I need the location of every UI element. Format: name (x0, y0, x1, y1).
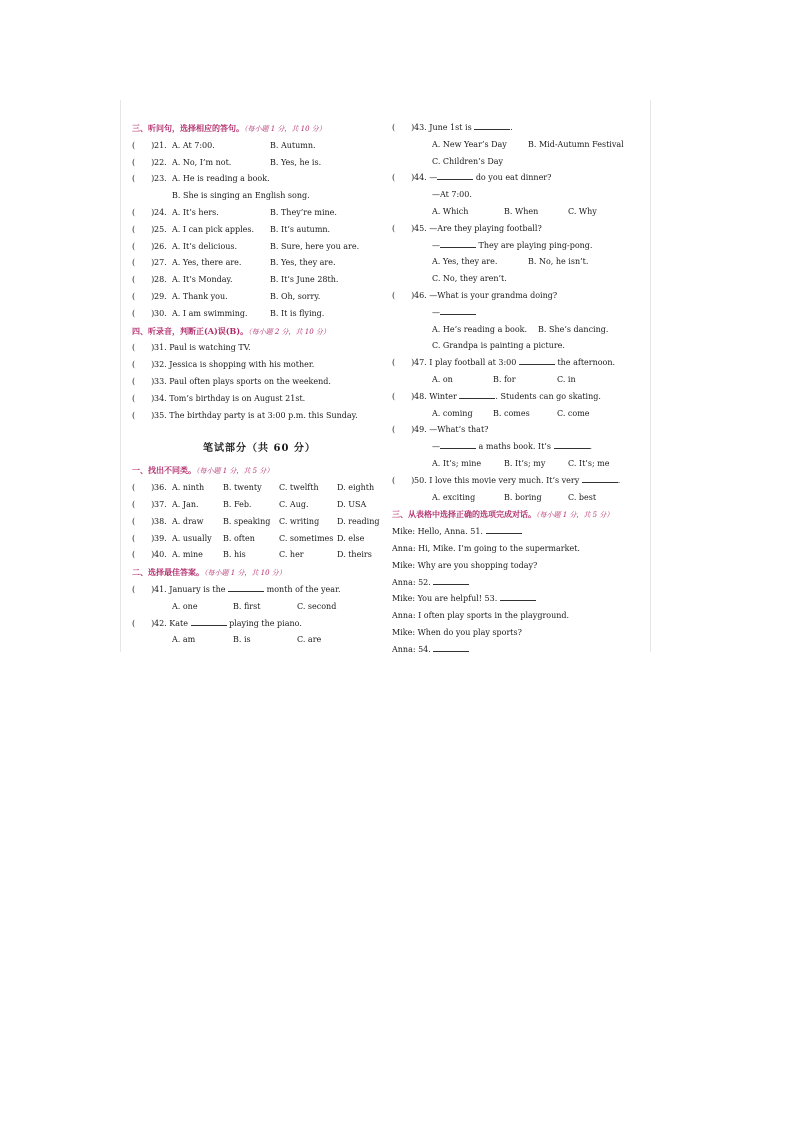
question-43-options-2 (392, 154, 650, 171)
section-title: 三、从表格中选择正确的选项完成对话。 (392, 509, 536, 520)
option-d: D. theirs (337, 550, 372, 560)
option-c: C. No, they aren’t. (432, 274, 507, 284)
option-b: B. It is flying. (270, 308, 325, 318)
reply-text (432, 305, 476, 322)
option-b: B. twenty (223, 483, 262, 493)
answer-paren[interactable]: ( ) (132, 584, 155, 594)
question-text (414, 389, 601, 406)
question-43 (392, 120, 650, 137)
fill-blank[interactable] (519, 356, 555, 365)
option-c: C. Why (568, 206, 597, 216)
option-c: C. Aug. (279, 499, 309, 509)
question-number: 37. (154, 499, 167, 509)
section-title: 三、听问句，选择相应的答句。 (132, 123, 244, 133)
dialogue-line (392, 524, 650, 541)
answer-paren[interactable]: ( ) (132, 618, 155, 628)
reply-text (432, 439, 592, 456)
question-50 (392, 473, 650, 490)
question-number: 29. (154, 291, 167, 301)
option-a: A. Yes, they are. (432, 257, 498, 267)
question-31 (132, 340, 387, 357)
answer-paren[interactable]: ( ) (392, 475, 415, 485)
dialogue-text: Mike: Hello, Anna. 51. (392, 527, 483, 537)
option-a: A. Thank you. (172, 291, 228, 301)
option-a: A. I can pick apples. (172, 224, 255, 234)
answer-paren[interactable]: ( ) (132, 499, 155, 509)
answer-paren[interactable]: ( ) (392, 173, 415, 183)
option-a: A. I am swimming. (172, 308, 248, 318)
question-number: 27. (154, 258, 167, 268)
dialogue (392, 524, 650, 658)
question-text: 34. Tom’s birthday is on August 21st. (154, 393, 306, 403)
option-c: C. in (557, 374, 576, 384)
answer-paren[interactable]: ( ) (132, 308, 155, 318)
option-c: C. come (557, 408, 590, 418)
option-b: B. It’s June 28th. (270, 275, 339, 285)
fill-blank[interactable] (437, 171, 473, 180)
answer-paren[interactable]: ( ) (392, 425, 415, 435)
option-c: C. writing (279, 516, 320, 526)
reply-text: —At 7:00. (432, 190, 472, 200)
question-27 (132, 255, 387, 272)
section-title: 二、选择最佳答案。 (132, 567, 204, 578)
answer-paren[interactable]: ( ) (392, 223, 415, 233)
question-40 (132, 547, 387, 564)
written-part-title: 笔试部分（共 60 分） (203, 443, 316, 455)
option-b: B. It’s; my (504, 458, 546, 468)
question-46 (392, 288, 650, 305)
question-49 (392, 422, 650, 439)
question-47 (392, 355, 650, 372)
option-b: B. first (233, 601, 261, 611)
dialogue-text: Mike: When do you play sports? (392, 627, 522, 637)
option-b: B. Sure, here you are. (270, 241, 360, 251)
dialogue-line (392, 591, 650, 608)
option-a: A. It’s hers. (172, 207, 219, 217)
option-d: D. USA (337, 499, 367, 509)
question-number: 22. (154, 157, 167, 167)
question-number: 40. (154, 550, 167, 560)
question-number: 21. (154, 140, 167, 150)
option-b: B. Yes, they are. (270, 258, 336, 268)
question-32 (132, 357, 387, 374)
question-text-end: . (510, 123, 513, 132)
answer-paren[interactable]: ( ) (132, 483, 155, 493)
answer-paren[interactable]: ( ) (132, 516, 155, 526)
dialogue-line (392, 642, 650, 659)
question-48-options (392, 406, 650, 423)
fill-blank[interactable] (433, 643, 469, 652)
question-text (414, 355, 615, 372)
question-number: 30. (154, 308, 167, 318)
option-b: B. is (233, 635, 251, 645)
question-text-end: the afternoon. (557, 358, 616, 368)
question-text: 49. —What’s that? (414, 425, 489, 435)
question-text: 46. —What is your grandma doing? (414, 290, 558, 300)
answer-paren[interactable]: ( ) (132, 533, 155, 543)
answer-paren[interactable]: ( ) (132, 343, 155, 353)
question-26 (132, 239, 387, 256)
option-c: C. her (279, 550, 304, 560)
question-text: 31. Paul is watching TV. (154, 343, 251, 353)
dialogue-line (392, 625, 650, 642)
answer-paren[interactable]: ( ) (392, 290, 415, 300)
question-23 (132, 171, 387, 188)
question-28 (132, 272, 387, 289)
reply-dash: — (432, 442, 440, 452)
option-d: D. reading (337, 516, 380, 526)
question-text-start: 47. I play football at 3:00 (414, 358, 517, 368)
fill-blank[interactable] (228, 583, 264, 592)
dialogue-text: Mike: Why are you shopping today? (392, 560, 538, 570)
option-c: C. Children’s Day (432, 156, 504, 166)
option-a: A. on (432, 374, 453, 384)
question-48 (392, 389, 650, 406)
option-c: C. second (297, 601, 337, 611)
option-d: D. eighth (337, 483, 375, 493)
question-text: 33. Paul often plays sports on the weekend. (154, 376, 331, 386)
option-a: A. am (172, 635, 196, 645)
question-text-end: . Students can go skating. (495, 391, 601, 401)
dialogue-text: Mike: You are helpful! 53. (392, 594, 498, 604)
dialogue-text: Anna: 52. (392, 577, 431, 587)
option-a: A. It’s Monday. (172, 275, 233, 285)
option-a: A. Yes, there are. (172, 258, 242, 268)
question-text-start: 41. January is the (154, 584, 226, 594)
dialogue-line (392, 558, 650, 575)
fill-blank[interactable] (440, 440, 476, 449)
question-36 (132, 480, 387, 497)
option-a: A. Which (432, 206, 469, 216)
question-45-options (392, 254, 650, 271)
question-number: 36. (154, 483, 167, 493)
option-a: A. mine (172, 550, 203, 560)
question-number: 25. (154, 224, 167, 234)
question-24 (132, 205, 387, 222)
question-text-start: 43. June 1st is (414, 123, 472, 132)
section-note: （每小题 2 分，共 10 分） (248, 327, 330, 336)
question-39 (132, 531, 387, 548)
answer-paren[interactable]: ( ) (132, 550, 155, 560)
question-text (414, 120, 513, 137)
option-a: A. At 7:00. (172, 140, 215, 150)
answer-paren[interactable]: ( ) (132, 140, 155, 150)
dialogue-line (392, 608, 650, 625)
fill-blank[interactable] (440, 306, 476, 315)
question-34 (132, 391, 387, 408)
question-45-reply (392, 238, 650, 255)
answer-paren[interactable]: ( ) (132, 241, 155, 251)
fill-blank[interactable] (191, 617, 227, 626)
answer-paren[interactable]: ( ) (132, 360, 155, 370)
fill-blank[interactable] (474, 121, 510, 130)
fill-blank[interactable] (582, 474, 618, 483)
question-42-options (132, 632, 387, 649)
option-a: A. It’s; mine (432, 458, 482, 468)
question-25 (132, 222, 387, 239)
question-number: 28. (154, 275, 167, 285)
question-44-reply (392, 187, 650, 204)
question-text-end: playing the piano. (229, 618, 302, 628)
question-text (414, 170, 551, 187)
right-column (392, 120, 650, 659)
written-section-3-heading (392, 506, 650, 524)
answer-paren[interactable]: ( ) (132, 275, 155, 285)
option-b: B. No, he isn’t. (528, 257, 589, 267)
section-note: （每小题 1 分，共 5 分） (536, 511, 614, 520)
question-46-options (392, 322, 650, 339)
option-b: B. his (223, 550, 246, 560)
answer-paren[interactable]: ( ) (132, 157, 155, 167)
option-a: A. He is reading a book. (172, 174, 270, 184)
reply-text-middle: a maths book. It’s (478, 442, 551, 452)
answer-paren[interactable]: ( ) (132, 376, 155, 386)
question-45 (392, 221, 650, 238)
option-b: B. She is singing an English song. (172, 191, 310, 201)
option-b: B. Feb. (223, 499, 252, 509)
question-44 (392, 170, 650, 187)
question-21 (132, 138, 387, 155)
fill-blank[interactable] (440, 239, 476, 248)
page-edge-left (120, 100, 121, 652)
option-b: B. Oh, sorry. (270, 291, 321, 301)
question-text-end: do you eat dinner? (475, 173, 552, 183)
question-text-end: . (617, 475, 621, 485)
question-30 (132, 306, 387, 323)
dialogue-text: Anna: Hi, Mike. I’m going to the supermarket. (392, 543, 580, 553)
left-column (132, 120, 387, 649)
question-text-start: 48. Winter (414, 391, 457, 401)
question-44-options (392, 204, 650, 221)
option-d: D. else (337, 533, 365, 543)
question-49-reply (392, 439, 650, 456)
question-42 (132, 616, 387, 633)
dialogue-text: Anna: I often play sports in the playground. (392, 611, 570, 621)
answer-paren[interactable]: ( ) (392, 391, 415, 401)
option-c: C. It’s; me (568, 458, 610, 468)
dialogue-text: Anna: 54. (392, 644, 431, 654)
option-a: A. exciting (432, 492, 476, 502)
option-a: A. New Year’s Day (432, 139, 507, 149)
fill-blank[interactable] (500, 592, 536, 601)
option-c: C. best (568, 492, 597, 502)
option-b: B. She’s dancing. (538, 324, 609, 334)
option-b: B. often (223, 533, 255, 543)
question-text: 35. The birthday party is at 3:00 p.m. this Sunday. (154, 410, 358, 420)
question-text-end: month of the year. (266, 584, 341, 594)
question-50-options (392, 490, 650, 507)
question-45-options-2 (392, 271, 650, 288)
page-edge-right (650, 100, 651, 652)
dialogue-line (392, 575, 650, 592)
question-47-options (392, 372, 650, 389)
answer-paren[interactable]: ( ) (132, 224, 155, 234)
question-35 (132, 408, 387, 425)
question-22 (132, 155, 387, 172)
answer-paren[interactable]: ( ) (132, 410, 155, 420)
option-a: A. ninth (172, 483, 205, 493)
question-33 (132, 374, 387, 391)
reply-text-end: They are playing ping-pong. (478, 240, 593, 250)
option-a: A. Jan. (172, 499, 199, 509)
written-section-2-heading (132, 564, 387, 582)
question-41 (132, 582, 387, 599)
question-38 (132, 514, 387, 531)
dialogue-line (392, 541, 650, 558)
fill-blank[interactable] (554, 440, 590, 449)
question-43-options (392, 137, 650, 154)
reply-text (432, 238, 592, 255)
question-49-options (392, 456, 650, 473)
option-b: B. Mid-Autumn Festival (528, 139, 624, 149)
question-text (154, 616, 302, 633)
section-note: （每小题 1 分，共 10 分） (244, 125, 326, 133)
section-note: （每小题 1 分，共 5 分） (196, 467, 274, 476)
section-title: 一、找出不同类。 (132, 465, 196, 476)
answer-paren[interactable]: ( ) (132, 393, 155, 403)
answer-paren[interactable]: ( ) (132, 207, 155, 217)
section-4-heading (132, 323, 387, 341)
question-41-options (132, 599, 387, 616)
option-a: A. No, I’m not. (172, 157, 232, 167)
spacer (132, 424, 387, 436)
question-text-start: 44. — (414, 173, 438, 183)
option-b: B. for (493, 374, 516, 384)
question-46-reply (392, 305, 650, 322)
option-c: C. Grandpa is painting a picture. (432, 341, 565, 351)
option-a: A. one (172, 601, 198, 611)
option-b: B. It’s autumn. (270, 224, 331, 234)
answer-paren[interactable]: ( ) (392, 358, 415, 368)
fill-blank[interactable] (486, 525, 522, 534)
question-number: 24. (154, 207, 167, 217)
option-a: A. coming (432, 408, 473, 418)
question-23-line-2 (132, 188, 387, 205)
option-b: B. comes (493, 408, 530, 418)
option-b: B. When (504, 206, 539, 216)
question-37 (132, 497, 387, 514)
question-text (154, 582, 341, 599)
section-3-heading (132, 120, 387, 138)
option-b: B. boring (504, 492, 542, 502)
section-note: （每小题 1 分，共 10 分） (204, 569, 286, 578)
question-29 (132, 289, 387, 306)
option-c: C. are (297, 635, 322, 645)
option-b: B. speaking (223, 516, 271, 526)
question-number: 38. (154, 516, 167, 526)
fill-blank[interactable] (433, 576, 469, 585)
question-text-start: 42. Kate (154, 618, 188, 628)
question-number: 26. (154, 241, 167, 251)
reply-dash: — (432, 307, 440, 317)
option-c: C. twelfth (279, 483, 319, 493)
option-a: A. draw (172, 516, 204, 526)
question-number: 23. (154, 174, 167, 184)
option-a: A. usually (172, 533, 212, 543)
answer-paren[interactable]: ( ) (132, 174, 155, 184)
fill-blank[interactable] (459, 390, 495, 399)
question-46-options-2 (392, 338, 650, 355)
written-section-1-heading (132, 462, 387, 480)
answer-paren[interactable]: ( ) (132, 291, 155, 301)
section-title: 四、听录音，判断正(A)误(B)。 (132, 325, 249, 336)
option-a: A. It’s delicious. (172, 241, 238, 251)
question-text: 32. Jessica is shopping with his mother. (154, 360, 315, 370)
question-number: 39. (154, 533, 167, 543)
answer-paren[interactable]: ( ) (392, 123, 415, 132)
question-text: 45. —Are they playing football? (414, 223, 542, 233)
option-c: C. sometimes (279, 533, 334, 543)
answer-paren[interactable]: ( ) (132, 258, 155, 268)
option-b: B. Yes, he is. (270, 157, 322, 167)
question-text (414, 473, 620, 490)
option-a: A. He’s reading a book. (432, 324, 528, 334)
reply-text-end: . (589, 442, 593, 452)
option-b: B. Autumn. (270, 140, 316, 150)
option-b: B. They’re mine. (270, 207, 337, 217)
reply-dash: — (432, 240, 440, 250)
question-text-start: 50. I love this movie very much. It’s very (414, 475, 580, 485)
